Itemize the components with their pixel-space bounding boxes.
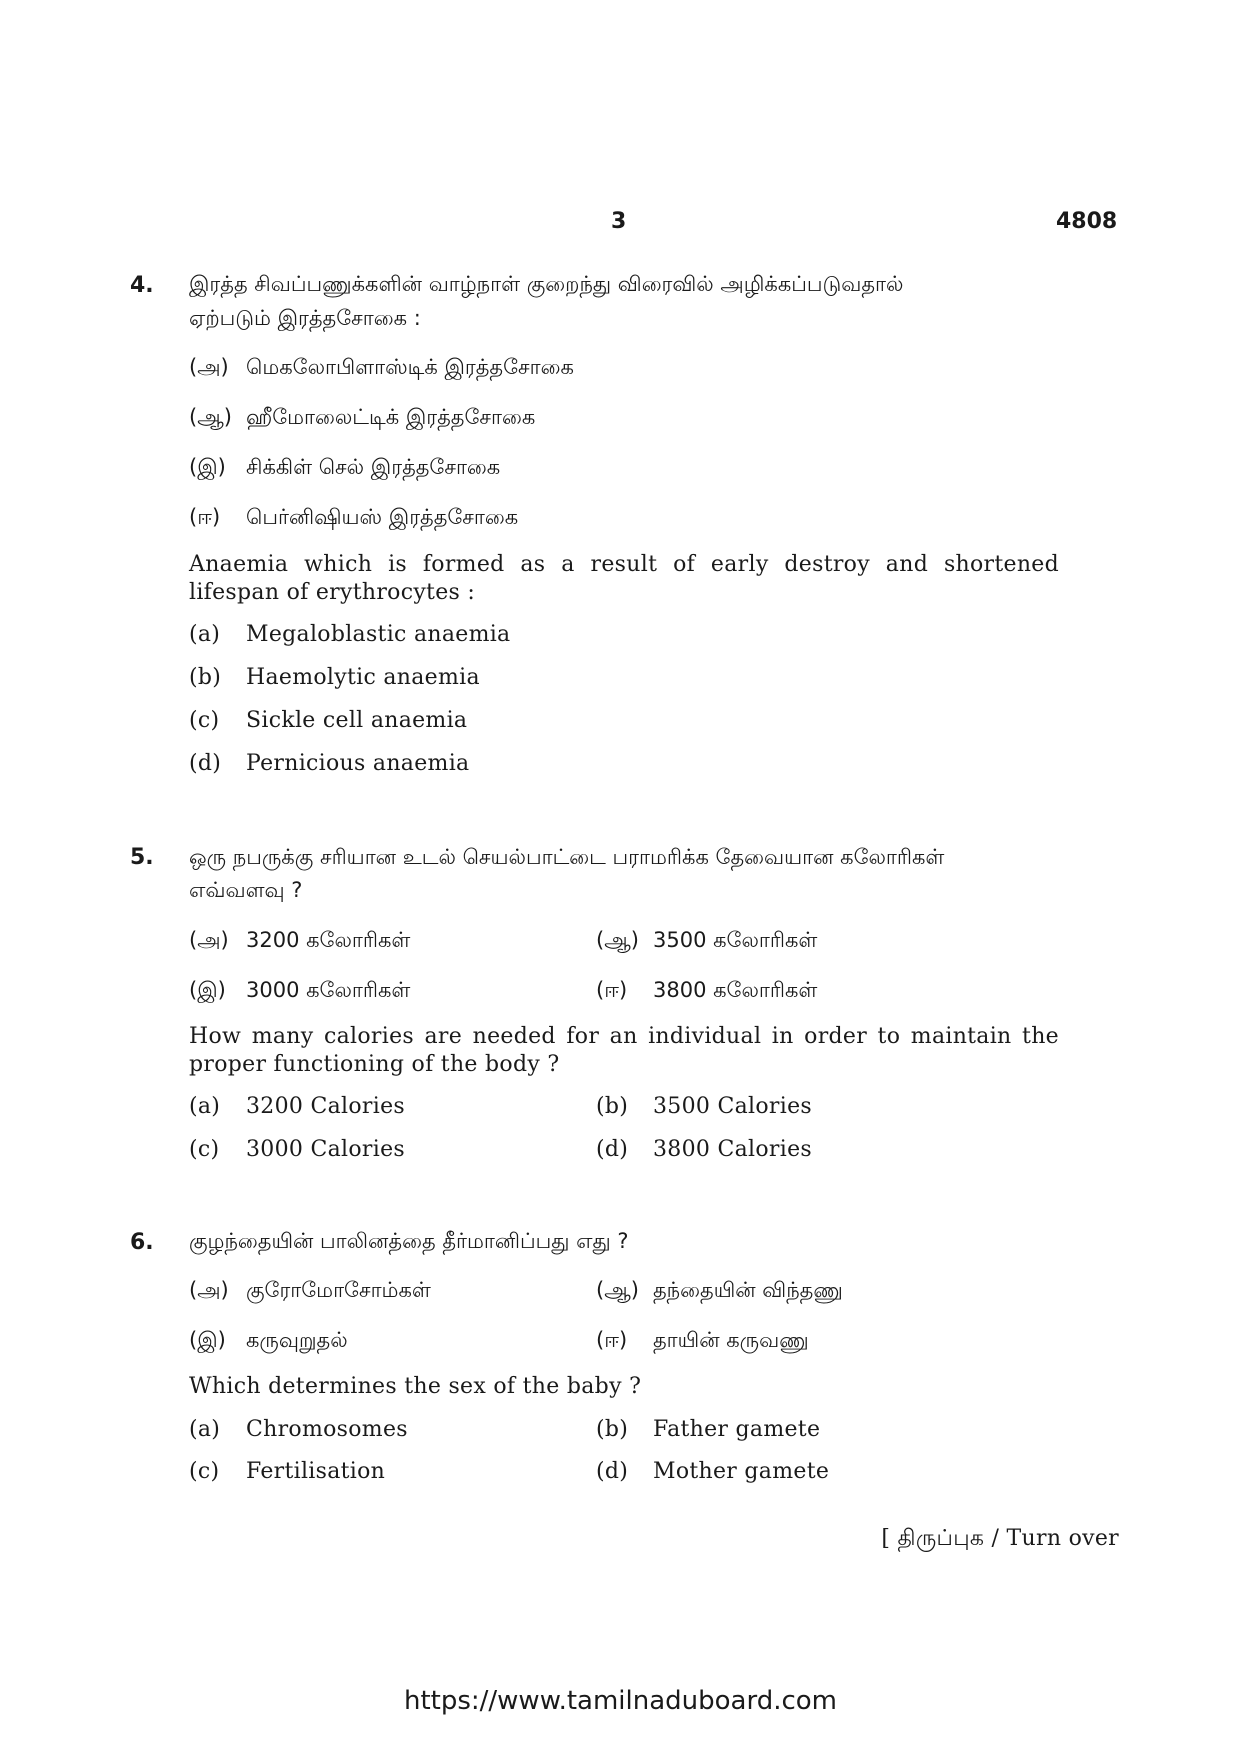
tamil-question-stem: ஒரு நபருக்கு சரியான உடல் செயல்பாட்டை பராமரிக்க தேவையான கலோரிகள் (189, 845, 945, 869)
english-option (596, 1137, 812, 1162)
option-label: (இ) (189, 455, 226, 479)
option-label: (அ) (189, 928, 229, 952)
english-option (189, 665, 480, 690)
option-text: 3200 கலோரிகள் (246, 928, 411, 952)
option-text: 3200 Calories (246, 1094, 405, 1119)
option-label: (ஆ) (189, 405, 232, 429)
tamil-question-stem-continued: ஏற்படும் இரத்தசோகை : (189, 306, 421, 330)
option-text: கருவுறுதல் (246, 1328, 348, 1352)
option-text: தாயின் கருவணு (653, 1328, 809, 1352)
english-option (189, 1094, 405, 1119)
option-text: 3800 கலோரிகள் (653, 978, 818, 1002)
option-label: (c) (189, 1459, 220, 1484)
option-label: (ஆ) (596, 928, 639, 952)
tamil-option (189, 455, 500, 482)
option-label: (a) (189, 622, 221, 647)
tamil-question-stem: இரத்த சிவப்பணுக்களின் வாழ்நாள் குறைந்து விரைவில் அழிக்கப்படுவதால் (189, 272, 904, 296)
option-text: Megaloblastic anaemia (246, 622, 511, 647)
tamil-option (189, 928, 410, 955)
option-label: (ஈ) (189, 505, 221, 529)
turn-over-note: [ திருப்புக / Turn over (881, 1526, 1119, 1551)
option-label: (d) (596, 1459, 629, 1484)
option-text: Chromosomes (246, 1417, 408, 1442)
option-label: (d) (596, 1137, 629, 1162)
tamil-option (189, 505, 518, 532)
option-text: 3500 கலோரிகள் (653, 928, 818, 952)
option-label: (b) (189, 665, 222, 690)
option-label: (c) (189, 1137, 220, 1162)
option-label: (அ) (189, 355, 229, 379)
tamil-option (596, 928, 817, 955)
footer-url[interactable]: https://www.tamilnaduboard.com (403, 1686, 838, 1716)
tamil-option (189, 1278, 431, 1305)
english-option (189, 1459, 385, 1484)
question-number: 5. (130, 845, 154, 870)
tamil-question-stem: குழந்தையின் பாலினத்தை தீர்மானிப்பது எது ? (189, 1229, 629, 1253)
tamil-option (189, 405, 535, 432)
english-option (189, 708, 467, 733)
option-text: ஹீமோலைட்டிக் இரத்தசோகை (246, 405, 536, 429)
tamil-option (596, 1278, 843, 1305)
tamil-option (189, 1328, 348, 1355)
english-question-stem: Anaemia which is formed as a result of early destroy and shortened lifespan of erythrocytes : (189, 552, 1059, 605)
option-text: Haemolytic anaemia (246, 665, 480, 690)
option-label: (a) (189, 1417, 221, 1442)
option-text: Father gamete (653, 1417, 821, 1442)
option-text: 3500 Calories (653, 1094, 812, 1119)
english-option (189, 622, 510, 647)
option-label: (b) (596, 1094, 629, 1119)
english-option (596, 1094, 812, 1119)
option-label: (b) (596, 1417, 629, 1442)
tamil-option (189, 978, 410, 1005)
option-label: (இ) (189, 978, 226, 1002)
option-label: (அ) (189, 1278, 229, 1302)
english-question-stem: Which determines the sex of the baby ? (189, 1374, 642, 1399)
tamil-question-stem-continued: எவ்வளவு ? (189, 878, 303, 902)
question-number: 6. (130, 1230, 154, 1255)
english-option (189, 1137, 405, 1162)
option-text: Fertilisation (246, 1459, 386, 1484)
option-text: தந்தையின் விந்தணு (653, 1278, 843, 1302)
page-number: 3 (611, 209, 627, 234)
paper-code: 4808 (1056, 209, 1118, 234)
option-label: (ஆ) (596, 1278, 639, 1302)
option-label: (d) (189, 751, 222, 776)
tamil-option (596, 1328, 809, 1355)
english-option (189, 1417, 408, 1442)
option-text: 3000 கலோரிகள் (246, 978, 411, 1002)
option-text: சிக்கிள் செல் இரத்தசோகை (246, 455, 501, 479)
option-text: மெகலோபிளாஸ்டிக் இரத்தசோகை (246, 355, 574, 379)
tamil-option (189, 355, 574, 382)
english-option (596, 1459, 829, 1484)
option-text: Sickle cell anaemia (246, 708, 468, 733)
question-number: 4. (130, 273, 154, 298)
option-label: (ஈ) (596, 978, 628, 1002)
option-text: 3000 Calories (246, 1137, 405, 1162)
option-label: (a) (189, 1094, 221, 1119)
option-text: Pernicious anaemia (246, 751, 470, 776)
option-label: (ஈ) (596, 1328, 628, 1352)
english-option (596, 1417, 820, 1442)
english-question-stem: How many calories are needed for an individual in order to maintain the proper functioning of the body ? (189, 1024, 1059, 1077)
option-label: (இ) (189, 1328, 226, 1352)
option-text: 3800 Calories (653, 1137, 812, 1162)
tamil-option (596, 978, 817, 1005)
option-label: (c) (189, 708, 220, 733)
english-option (189, 751, 469, 776)
option-text: பெர்னிஷியஸ் இரத்தசோகை (246, 505, 519, 529)
option-text: குரோமோசோம்கள் (246, 1278, 431, 1302)
option-text: Mother gamete (653, 1459, 830, 1484)
